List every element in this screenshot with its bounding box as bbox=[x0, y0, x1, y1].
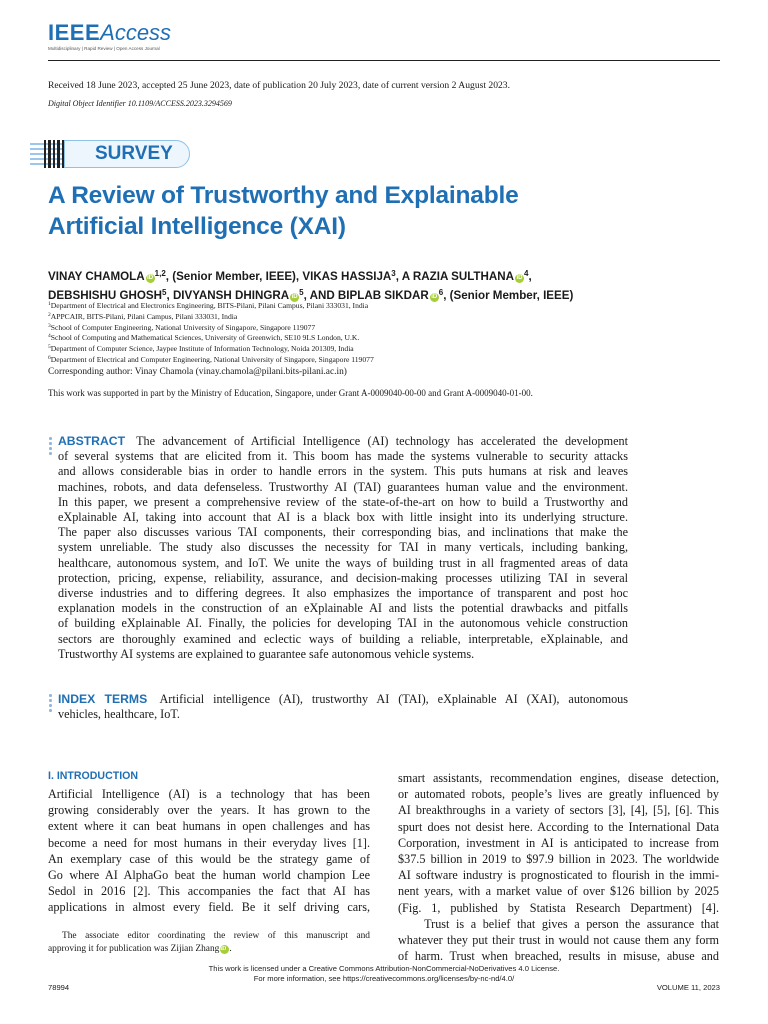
affiliation-item bbox=[48, 343, 738, 354]
index-heading: INDEX TERMS bbox=[58, 692, 148, 706]
abstract-line: of several systems that are elicited from it. This boom has made the systems vulnerable to security attacks bbox=[58, 449, 628, 464]
affiliation-text: Department of Electrical and Electronics Engineering, BITS-Pilani, Pilani Campus, Pilani 333031, India bbox=[50, 301, 369, 310]
title-line: Artificial Intelligence (XAI) bbox=[48, 213, 346, 240]
volume-label: VOLUME 11, 2023 bbox=[656, 983, 720, 992]
abstract-heading: ABSTRACT bbox=[58, 434, 126, 448]
affiliation-item bbox=[48, 332, 738, 343]
funding-statement: This work was supported in part by the Ministry of Education, Singapore, under Grant A-0009040-00-00 and Grant A-0009040-01-00. bbox=[48, 388, 533, 398]
right-column bbox=[398, 770, 719, 964]
body-line: or automated robots, people’s lives are greatly influenced by bbox=[398, 787, 719, 802]
affiliation-text: Department of Electrical and Computer Engineering, National University of Singapore, Singapore 119077 bbox=[50, 354, 374, 364]
abstract-line: explanation models in the construction of an eXplainable AI and lists the potential drawbacks and pitfalls bbox=[58, 601, 628, 616]
article-type-label: SURVEY bbox=[64, 140, 190, 168]
author-name: VIKAS HASSIJA bbox=[302, 270, 392, 283]
header-rule bbox=[48, 60, 720, 61]
barcode-stripes-icon bbox=[30, 140, 66, 168]
body-line: Trust is a belief that gives a person the assurance that bbox=[398, 916, 719, 931]
body-line: AI software industry is prognosticated to flourish in the immi- bbox=[398, 868, 719, 883]
author-name: A RAZIA SULTHANA bbox=[401, 270, 515, 283]
affiliation-num: 3 bbox=[48, 322, 51, 329]
affiliation-num: 5 bbox=[48, 344, 51, 351]
body-line: growing considerably over the years. It has grown to the bbox=[48, 803, 370, 818]
license-notice bbox=[0, 964, 768, 984]
abstract-line: and allows considerable bias in order to handle errors in the system. This puts humans at risk and leaves bbox=[58, 464, 628, 479]
body-line: extent where it can beat humans in open challenges and has bbox=[48, 819, 370, 834]
journal-tagline: Multidisciplinary | Rapid Review | Open Access Journal bbox=[48, 46, 160, 51]
index-dots-icon bbox=[49, 694, 52, 714]
paper-title bbox=[48, 180, 728, 242]
license-link[interactable]: For more information, see https://creativecommons.org/licenses/by-nc-nd/4.0/ bbox=[253, 974, 515, 983]
body-line: nent years, with a market value of over $126 billion by 2025 bbox=[398, 884, 719, 899]
index-text: Artificial intelligence (AI), trustworthy AI (TAI), eXplainable AI (XAI), autonomous bbox=[159, 692, 629, 706]
footnote-text: approving it for publication was Zijian Zhang bbox=[48, 944, 220, 954]
doi-line: Digital Object Identifier 10.1109/ACCESS.2023.3294569 bbox=[48, 99, 232, 108]
abstract-line: machines, robots, and data defenseless. Trustworthy AI (TAI) guarantees human value and the environment. bbox=[58, 479, 628, 494]
affiliation-text: APPCAIR, BITS-Pilani, Pilani Campus, Pilani 333031, India bbox=[50, 311, 238, 321]
affiliation-num: 2 bbox=[48, 311, 51, 318]
abstract-line: Trustworthy AI systems are explained to guarantee safe autonomous vehicle systems. bbox=[58, 646, 475, 661]
editor-footnote bbox=[48, 930, 370, 956]
author-list bbox=[48, 266, 738, 304]
abstract-line: sectors are thoroughly examined and eclectic ways of building a reliable, interpretable, eXplainable, and bbox=[58, 631, 628, 646]
author-name: VINAY CHAMOLA bbox=[48, 270, 145, 283]
author-name: BIPLAB SIKDAR bbox=[337, 289, 429, 302]
abstract-line: The paper also discusses various TAI components, their corresponding bias, and inclinations that make the bbox=[58, 525, 628, 540]
author-suffix: , (Senior Member, IEEE) bbox=[443, 289, 574, 302]
section-heading: I. INTRODUCTION bbox=[48, 770, 139, 782]
license-line: This work is licensed under a Creative Commons Attribution-NonCommercial-NoDerivatives 4.0 License. bbox=[208, 964, 560, 973]
left-column bbox=[48, 786, 370, 916]
orcid-icon[interactable]: iD bbox=[291, 294, 298, 300]
affiliation-text: Department of Computer Science, Jaypee Institute of Information Technology, Noida 201309, India bbox=[50, 344, 354, 354]
abstract-block bbox=[58, 434, 628, 662]
abstract-line: In this paper, we present a comprehensive review of the state-of-the-art on how to build a Trustworthy and bbox=[58, 494, 628, 509]
abstract-dots-icon bbox=[49, 437, 52, 457]
author-suffix: , (Senior Member, IEEE), bbox=[165, 270, 303, 283]
affiliation-text: School of Computing and Mathematical Sciences, University of Greenwich, SE10 9LS London, U.K. bbox=[50, 333, 360, 343]
author-sup: 3 bbox=[391, 269, 396, 278]
body-line: (Fig. 1, published by Statista Research Department) [4]. bbox=[398, 900, 719, 915]
abstract-line: system unreliable. The study also discusses the necessity for TAI in many verticals, including banking, bbox=[58, 540, 628, 555]
body-line: An exemplary case of this would be the strategy game of bbox=[48, 851, 370, 866]
abstract-line: eXplainable AI, taking into account that AI is a black box with little insight into its underlying structure. bbox=[58, 510, 628, 525]
abstract-line bbox=[58, 434, 628, 449]
abstract-text: The advancement of Artificial Intelligence (AI) technology has accelerated the development bbox=[136, 434, 628, 448]
body-line: applications in almost every field. Be it self driving cars, bbox=[48, 900, 370, 915]
author-suffix: , bbox=[528, 270, 532, 283]
body-line: Go where AI AlphaGo beat the human world champion Lee bbox=[48, 868, 370, 883]
author-suffix: , bbox=[395, 270, 402, 283]
author-suffix: , AND bbox=[303, 289, 338, 302]
author-sup: 4 bbox=[524, 269, 529, 278]
index-terms-block bbox=[58, 692, 628, 722]
affiliation-list bbox=[48, 300, 738, 365]
body-line: AI breakthroughs in a variety of sectors [3], [4], [5], [6]. This bbox=[398, 803, 719, 818]
page-number: 78994 bbox=[48, 983, 70, 992]
orcid-icon[interactable]: iD bbox=[431, 294, 438, 300]
body-line: whatever they put their trust in would not cause them any form bbox=[398, 933, 719, 948]
affiliation-num: 4 bbox=[48, 333, 51, 340]
abstract-line: healthcare, autonomous system, and IoT. We unite the ways of building trust in all fragmented areas of data bbox=[58, 555, 628, 570]
author-sup: 1,2 bbox=[154, 269, 166, 278]
orcid-icon[interactable]: iD bbox=[147, 275, 154, 281]
body-line: spurt does not desist here. According to the International Data bbox=[398, 819, 719, 834]
footnote-line: The associate editor coordinating the review of this manuscript and bbox=[62, 931, 370, 941]
body-line: Artificial Intelligence (AI) is a technology that has been bbox=[48, 787, 370, 801]
index-line bbox=[58, 692, 628, 707]
article-type-badge bbox=[30, 140, 173, 168]
orcid-icon[interactable]: iD bbox=[220, 945, 229, 954]
logo-ieee: IEEE bbox=[48, 20, 101, 45]
affiliation-text: School of Computer Engineering, National University of Singapore, Singapore 119077 bbox=[50, 322, 316, 332]
abstract-line: protection, pricing, expense, reliability, assurance, and decision-making processes utilizing TAI in several bbox=[58, 570, 628, 585]
footnote-line: approving it for publication was Zijian ZhangiD . bbox=[48, 944, 232, 954]
author-sup: 6 bbox=[438, 288, 444, 297]
index-line: vehicles, healthcare, IoT. bbox=[58, 707, 180, 722]
corresponding-author: Corresponding author: Vinay Chamola (vinay.chamola@pilani.bits-pilani.ac.in) bbox=[48, 367, 347, 377]
journal-logo bbox=[48, 22, 171, 51]
body-line: smart assistants, recommendation engines, disease detection, bbox=[398, 771, 719, 785]
body-line: $37.5 billion in 2019 to $97.9 billion in 2023. The worldwide bbox=[398, 852, 719, 867]
affiliation-item bbox=[48, 311, 738, 322]
affiliation-item bbox=[48, 300, 738, 311]
author-name: DEBSHISHU GHOSH bbox=[48, 289, 163, 302]
title-line: A Review of Trustworthy and Explainable bbox=[48, 182, 519, 209]
affiliation-item bbox=[48, 354, 738, 365]
author-name: DIVYANSH DHINGRA bbox=[172, 289, 290, 302]
author-sup: 5 bbox=[299, 288, 304, 297]
logo-access: Access bbox=[100, 20, 172, 45]
affiliation-item bbox=[48, 322, 738, 333]
body-line: Sedol in 2016 [2]. This accompanies the fact that AI has bbox=[48, 884, 370, 899]
affiliation-num: 6 bbox=[48, 354, 51, 361]
affiliation-num: 1 bbox=[48, 301, 51, 307]
author-sup: 5 bbox=[162, 288, 167, 297]
author-line bbox=[48, 266, 738, 285]
orcid-icon[interactable]: iD bbox=[516, 275, 523, 281]
received-line: Received 18 June 2023, accepted 25 June 2023, date of publication 20 July 2023, date of current version 2 August 2023. bbox=[48, 80, 510, 91]
author-suffix: , bbox=[166, 289, 173, 302]
body-line: become a need for most humans in their everyday lives [1]. bbox=[48, 835, 370, 850]
abstract-line: of building eXplainable AI. Finally, the policies for developing TAI in the autonomous vehicle construction bbox=[58, 616, 628, 631]
body-line: of harm. Trust when breached, results in misuse, abuse and bbox=[398, 949, 719, 964]
body-line: Corporation, investment in AI is anticipated to increase from bbox=[398, 835, 719, 850]
abstract-line: diverse industries and to differing degrees. It also emphasizes the importance of transparent and post hoc bbox=[58, 586, 628, 601]
